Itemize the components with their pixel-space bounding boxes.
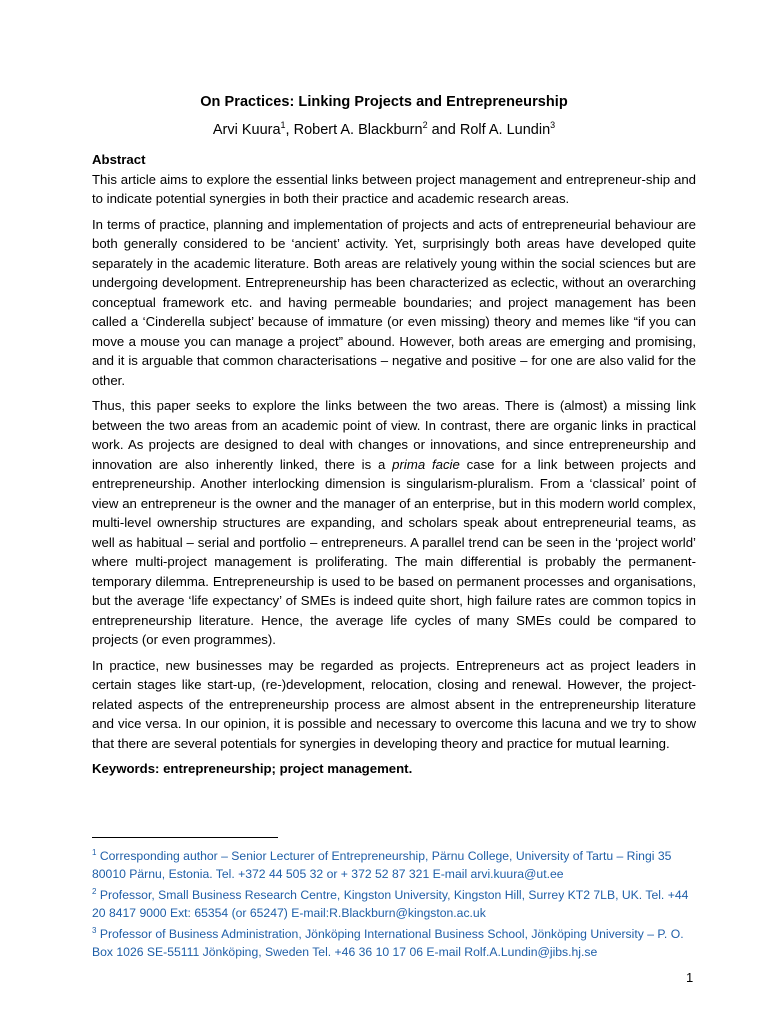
footnote-text[interactable]: Professor of Business Administration, Jönköping International Business School, Jönköping University – P. O. Box 1026 SE-55111 Jönköping, Sweden Tel. +46 36 10 17 06 E-mail Rolf.A.Lundin@jibs.hj.se xyxy=(92,927,684,959)
footnote xyxy=(92,848,702,883)
footnote xyxy=(92,887,702,922)
footnote-text[interactable]: Corresponding author – Senior Lecturer of Entrepreneurship, Pärnu College, University of Tartu – Ringi 35 80010 Pärnu, Estonia. Tel. +372 44 505 32 or + 372 52 87 321 E-mail arvi.kuura@ut.ee xyxy=(92,849,672,881)
author-line xyxy=(0,122,768,138)
abstract-paragraph xyxy=(92,396,696,650)
abstract-section xyxy=(92,150,696,779)
author-separator: and xyxy=(427,122,460,138)
author-separator: , xyxy=(285,122,294,138)
footnote-number: 3 xyxy=(92,925,97,935)
page-number: 1 xyxy=(686,970,694,985)
paper-title: On Practices: Linking Projects and Entrepreneurship xyxy=(200,94,568,110)
author-name: Robert A. Blackburn xyxy=(293,122,423,138)
keywords: Keywords: entrepreneurship; project management. xyxy=(92,761,413,776)
footnote-divider xyxy=(92,837,278,838)
footnote-mark[interactable]: 1 xyxy=(280,120,286,131)
footnote-mark[interactable]: 3 xyxy=(550,120,556,131)
footnote-number: 2 xyxy=(92,886,97,896)
paragraph-text: case for a link between projects and entrepreneurship. Another interlocking dimension is singularism-pluralism. From a ‘classical’ point of view an entrepreneur is the owner and the manager of an enterprise, but in this modern world complex, multi-level ownership structures are expanding, and scholars speak about entrepreneurial teams, as well as habitual – serial and portfolio – entrepreneurs. A parallel trend can be seen in the ‘project world’ where multi-project management is proliferating. The main differential is probably the permanent-temporary dilemma. Entrepreneurship is used to be based on permanent processes and organisations, but the average ‘life expectancy’ of SMEs is indeed quite short, high failure rates are common topics in entrepreneurship literature. Hence, the average life cycles of many SMEs could be compared to projects (or even programmes). xyxy=(92,456,696,647)
footnote xyxy=(92,926,702,961)
footnote-text[interactable]: Professor, Small Business Research Centre, Kingston University, Kingston Hill, Surrey KT2 7LB, UK. Tel. +44 20 8417 9000 Ext: 65354 (or 65247) E-mail:R.Blackburn@kingston.ac.uk xyxy=(92,888,689,920)
footnote-mark[interactable]: 2 xyxy=(422,120,428,131)
footnotes xyxy=(92,848,702,965)
abstract-paragraph: In practice, new businesses may be regarded as projects. Entrepreneurs act as project leaders in certain stages like start-up, (re-)development, relocation, closing and renewal. However, the project-related aspects of the entrepreneurship process are almost absent in the entrepreneurship literature and vice versa. In our opinion, it is possible and necessary to overcome this lacuna and we try to show that there are several potentials for synergies in developing theory and practice for mutual learning. xyxy=(92,657,696,751)
abstract-paragraph: In terms of practice, planning and implementation of projects and acts of entrepreneurial behaviour are both generally considered to be ‘ancient’ activity. Yet, surprisingly both areas have developed quite separately in the academic literature. Both areas are relatively young within the social sciences but are undergoing development. Entrepreneurship has been characterized as eclectic, without an overarching conceptual framework etc. and having permeable boundaries; and project management has been called a ‘Cinderella subject’ because of immature (or even missing) theory and memes like “if you can move a mouse you can manage a project” abound. However, both areas are emerging and promising, and it is arguable that common characterisations – negative and positive – for one are also valid for the other. xyxy=(92,216,696,388)
italic-phrase: prima facie xyxy=(392,456,460,472)
author-name: Rolf A. Lundin xyxy=(459,122,551,138)
paragraph-text: Thus, this paper seeks to explore the links between the two areas. There is (almost) a missing link between the two areas from an academic point of view. In contrast, there are organic links in practical work. As projects are designed to deal with changes or innovations, and since entrepreneurship and innovation are also inherently linked, there is a xyxy=(92,398,696,472)
abstract-heading: Abstract xyxy=(92,152,146,167)
footnote-number: 1 xyxy=(92,847,97,857)
author-name: Arvi Kuura xyxy=(212,122,281,138)
abstract-paragraph: This article aims to explore the essential links between project management and entrepreneur-ship and to indicate potential synergies in both their practice and academic research areas. xyxy=(92,171,696,206)
